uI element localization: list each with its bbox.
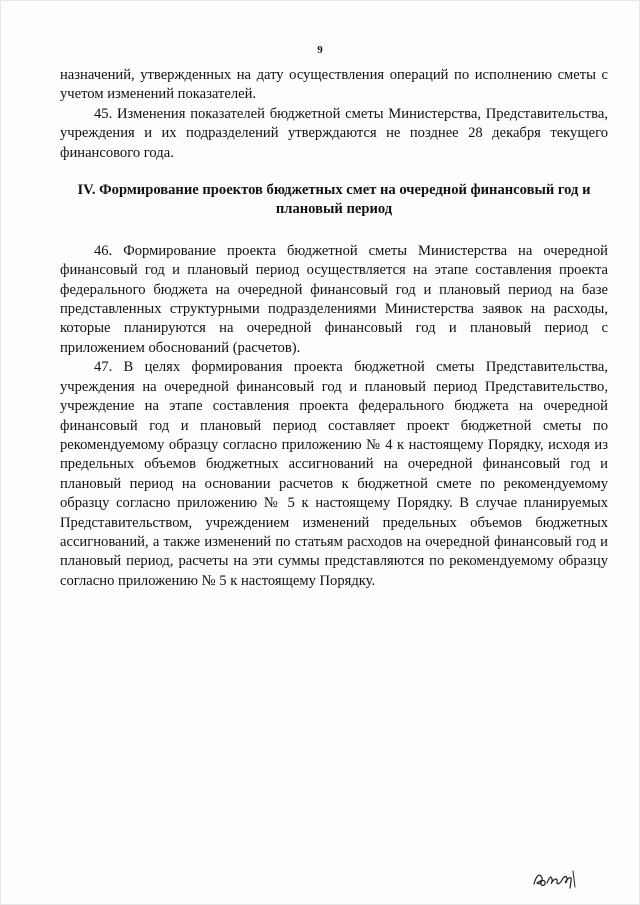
paragraph-47: 47. В целях формирования проекта бюджетной сметы Представительства, учреждения на очередной финансовый год и плановый период Представительство, учреждение на этапе составления проекта федерального бюджета на очередной финансовый год и плановый период составляет проект бюджетной сметы по рекомендуемому образцу согласно приложению № 4 к настоящему Порядку, исходя из предельных объемов бюджетных ассигнований на очередной финансовый год и плановый период на основании расчетов к бюджетной смете по рекомендуемому образцу согласно приложению № 5 к настоящему Порядку. В случае планируемых Представительством, учреждением изменений предельных объемов бюджетных ассигнований, а также изменений по статьям расходов на очередной финансовый год и плановый период, расчеты на эти суммы представляются по рекомендуемому образцу согласно приложению № 5 к настоящему Порядку.	[60, 359, 608, 589]
section-heading: IV. Формирование проектов бюджетных смет на очередной финансовый год и плановый период	[77, 182, 591, 218]
paragraph-45: 45. Изменения показателей бюджетной сметы Министерства, Представительства, учреждения и их подразделений утверждаются не позднее 28 декабря текущего финансового года.	[60, 105, 608, 161]
paragraph-46: 46. Формирование проекта бюджетной сметы Министерства на очередной финансовый год и плановый период осуществляется на этапе составления проекта федерального бюджета на очередной финансовый год и плановый период на базе представленных структурными подразделениями Министерства заявок на расходы, которые планируются на очередной финансовый год и плановый период с приложением обоснований (расчетов).	[60, 242, 608, 356]
document-body	[60, 66, 608, 591]
handwritten-initials	[531, 866, 591, 892]
page-number: 9	[317, 44, 323, 56]
paragraph-continuation: назначений, утвержденных на дату осуществления операций по исполнению сметы с учетом изменений показателей.	[60, 67, 608, 103]
